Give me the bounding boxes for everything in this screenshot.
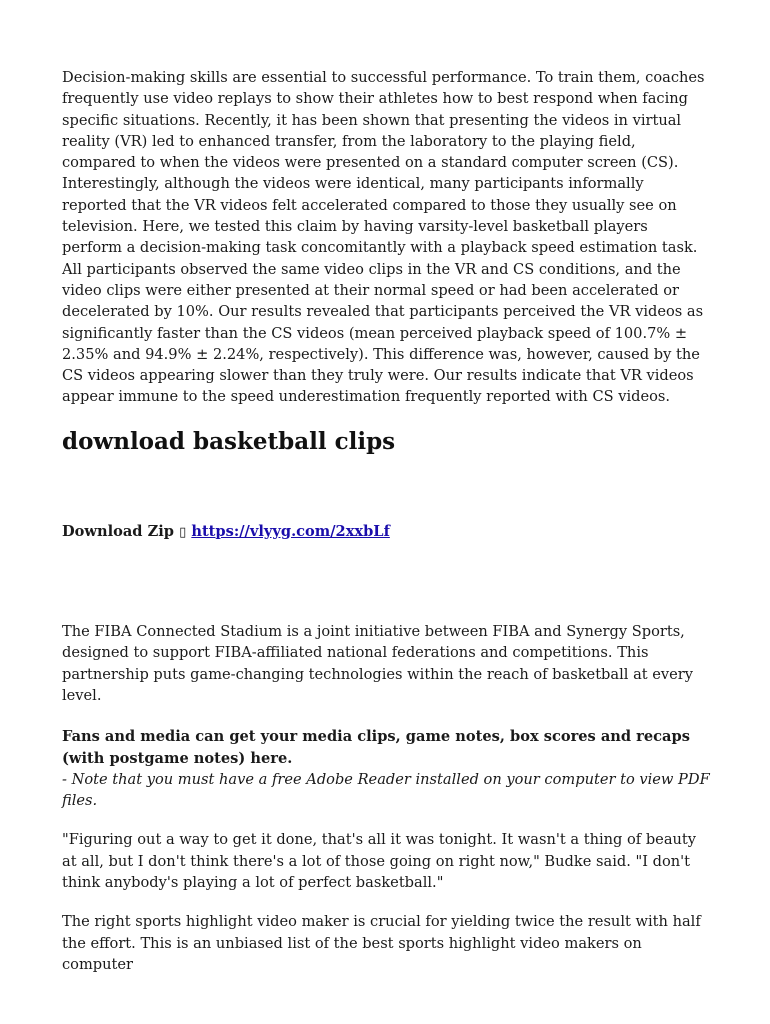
page-heading: download basketball clips: [62, 427, 396, 455]
download-line: [62, 521, 710, 543]
fiba-paragraph: The FIBA Connected Stadium is a joint initiative between FIBA and Synergy Sports, designed to support FIBA-affiliated national federations and competitions. This partnership puts game-changing technologies within the reach of basketball at every level.: [62, 623, 694, 704]
adobe-reader-note: - Note that you must have a free Adobe Reader installed on your computer to view PDF files.: [62, 770, 710, 810]
quote-paragraph: "Figuring out a way to get it done, that's all it was tonight. It wasn't a thing of beauty at all, but I don't think there's a lot of those going on right now," Budke said. "I don't think anybody's playing a lot of perfect basketball.": [62, 831, 697, 892]
media-clips-note: Fans and media can get your media clips, game notes, box scores and recaps (with postgame notes) here.: [62, 728, 690, 767]
intro-paragraph: Decision-making skills are essential to successful performance. To train them, coaches frequently use video replays to show their athletes how to best respond when facing specific situations. Recently, it has been shown that presenting the videos in virtual reality (VR) led to enhanced transfer, from the laboratory to the playing field, compared to when the videos were presented on a standard computer screen (CS). Interestingly, although the videos were identical, many participants informally reported that the VR videos felt accelerated compared to those they usually see on television. Here, we tested this claim by having varsity-level basketball players perform a decision-making task concomitantly with a playback speed estimation task. All participants observed the same video clips in the VR and CS conditions, and the video clips were either presented at their normal speed or had been accelerated or decelerated by 10%. Our results revealed that participants perceived the VR videos as significantly faster than the CS videos (mean perceived playback speed of 100.7% ± 2.35% and 94.9% ± 2.24%, respectively). This difference was, however, caused by the CS videos appearing slower than they truly were. Our results indicate that VR videos appear immune to the speed underestimation frequently reported with CS videos.: [62, 69, 705, 406]
article-body: [62, 67, 710, 975]
link-glyph-icon: ▯: [179, 524, 187, 540]
highlight-maker-paragraph: The right sports highlight video maker is crucial for yielding twice the result with half the effort. This is an unbiased list of the best sports highlight video makers on computer: [62, 913, 701, 973]
download-label: Download Zip: [62, 522, 174, 540]
download-link[interactable]: https://vlyyg.com/2xxbLf: [191, 522, 390, 540]
